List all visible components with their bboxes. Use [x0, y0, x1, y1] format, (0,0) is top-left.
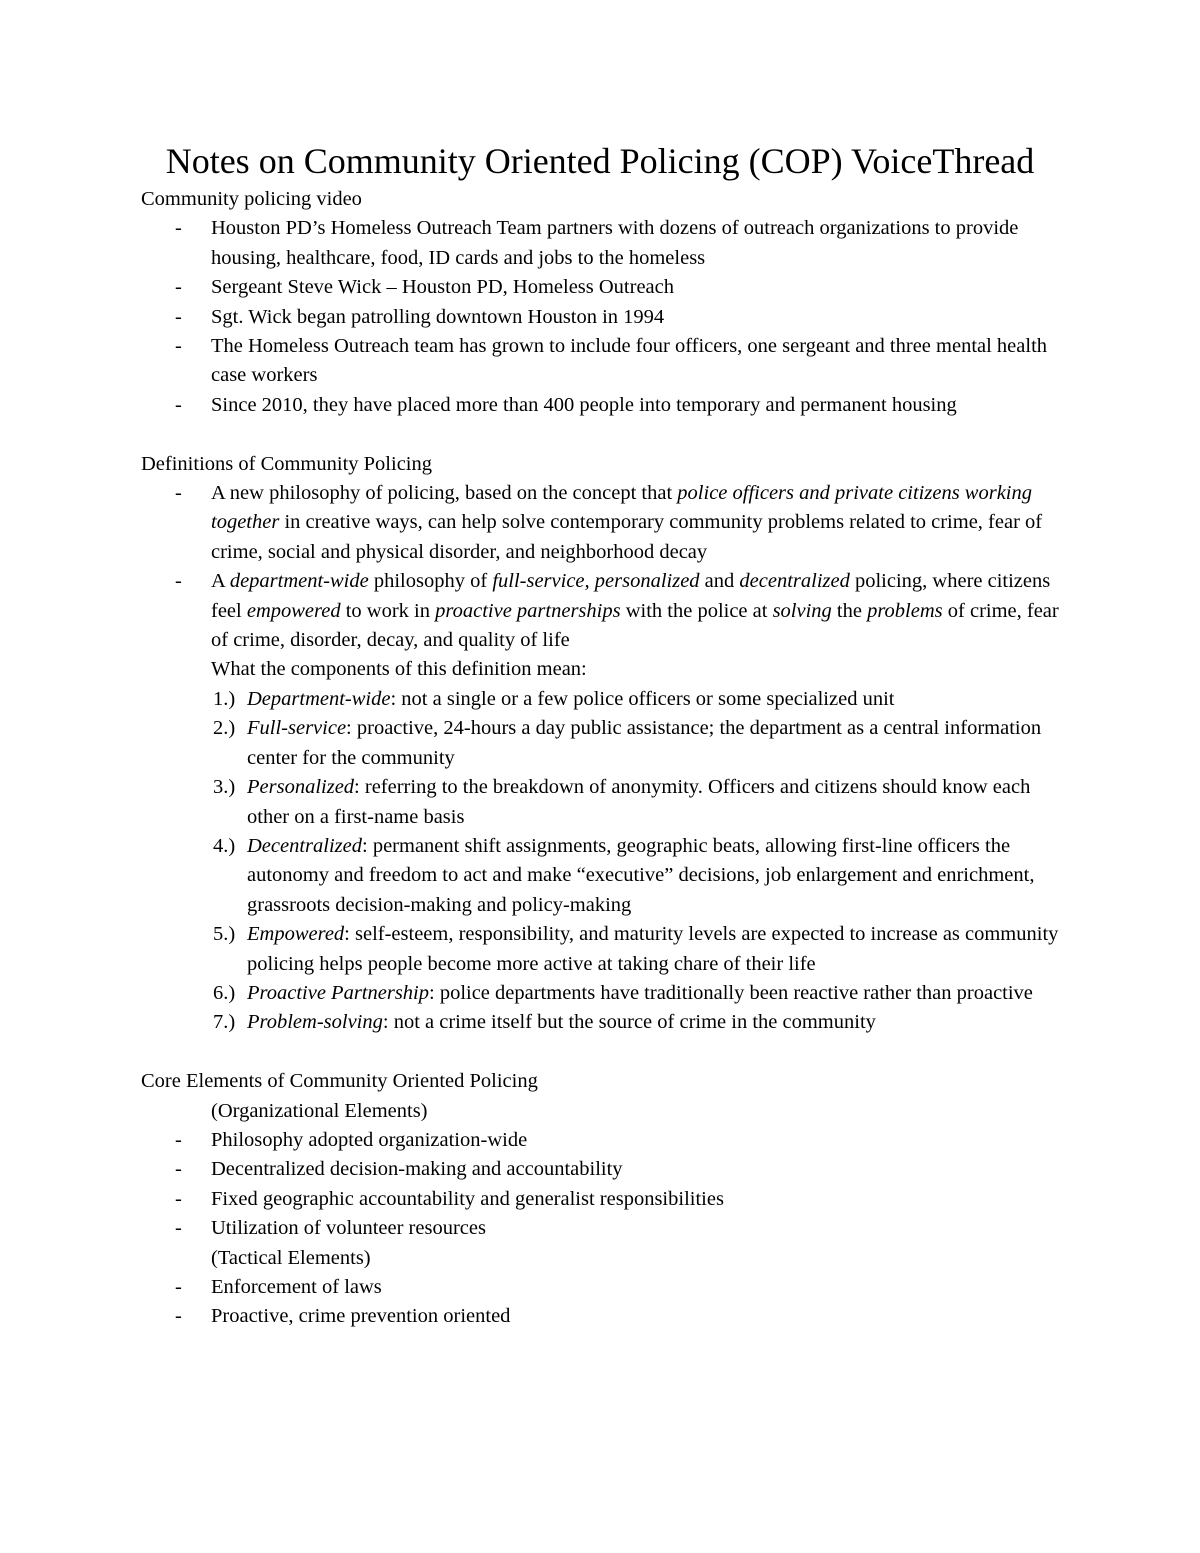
dash-bullet: - — [175, 1276, 182, 1298]
definition-item — [141, 479, 1071, 567]
component-item — [141, 979, 1071, 1008]
text-run: A — [211, 570, 230, 593]
text-run: with the police at — [620, 599, 773, 622]
text-run: and — [699, 570, 740, 593]
item-number: 4.) — [213, 834, 236, 857]
dash-bullet: - — [175, 276, 182, 299]
definition-text — [211, 482, 1042, 563]
emphasis-text: department-wide — [229, 570, 369, 593]
component-text: : proactive, 24-hours a day public assistance; the department as a central information center for the community — [247, 717, 1042, 769]
emphasis-text: police officers and private citizens working together — [211, 482, 1033, 534]
tactical-elements-list — [141, 1273, 1071, 1332]
components-intro: What the components of this definition mean: — [211, 658, 587, 681]
component-item — [141, 920, 1071, 979]
emphasis-text: empowered — [246, 599, 341, 622]
dash-bullet: - — [175, 1128, 182, 1151]
dash-bullet: - — [175, 217, 182, 240]
emphasis-text: solving — [772, 599, 832, 622]
section-spacer — [141, 1038, 1071, 1067]
component-text: : referring to the breakdown of anonymity. Officers and citizens should know each other on a first-name basis — [247, 776, 1031, 828]
list-item — [141, 1273, 1071, 1302]
video-notes-list — [141, 214, 1071, 420]
section-spacer — [141, 420, 1071, 449]
item-number: 5.) — [213, 923, 236, 946]
dash-bullet: - — [175, 305, 182, 328]
text-run: the — [831, 599, 868, 622]
dash-bullet: - — [175, 1217, 182, 1240]
emphasis-text: full-service, personalized — [492, 570, 700, 593]
text-run: philosophy of — [368, 570, 493, 593]
component-term: Decentralized — [247, 834, 362, 857]
component-term: Personalized — [247, 776, 355, 799]
dash-bullet: - — [175, 570, 182, 593]
dash-bullet: - — [175, 1158, 182, 1181]
dash-bullet: - — [175, 482, 182, 505]
page-title: Notes on Community Oriented Policing (COP) VoiceThread — [165, 141, 1035, 181]
list-item-text: Fixed geographic accountability and generalist responsibilities — [211, 1187, 724, 1210]
emphasis-text: problems — [867, 599, 943, 622]
component-item — [141, 773, 1071, 832]
list-item-text: Sergeant Steve Wick – Houston PD, Homeless Outreach — [211, 276, 675, 299]
list-item — [141, 332, 1071, 391]
document-body — [141, 185, 1071, 1332]
item-number: 2.) — [213, 717, 236, 740]
item-number: 6.) — [213, 981, 236, 1004]
list-item-text: Enforcement of laws — [211, 1276, 382, 1298]
list-item — [141, 391, 1071, 420]
component-item — [141, 1008, 1071, 1037]
component-term: Problem-solving — [247, 1011, 383, 1034]
list-item-text: Sgt. Wick began patrolling downtown Houston in 1994 — [211, 305, 665, 328]
list-item-text: Decentralized decision-making and accountability — [211, 1158, 623, 1181]
list-item-text: Philosophy adopted organization-wide — [211, 1128, 528, 1151]
dash-bullet: - — [175, 335, 182, 358]
component-item — [141, 714, 1071, 773]
component-item — [141, 685, 1071, 714]
dash-bullet: - — [175, 1305, 182, 1328]
component-item — [141, 832, 1071, 920]
list-item — [141, 1155, 1071, 1184]
dash-bullet: - — [175, 393, 182, 416]
definition-item — [141, 567, 1071, 685]
components-list — [141, 685, 1071, 1038]
item-number: 3.) — [213, 776, 236, 799]
text-run: A new philosophy of policing, based on the concept that — [211, 482, 678, 505]
component-text: : self-esteem, responsibility, and maturity levels are expected to increase as community policing helps people become more active at taking chare of their life — [247, 923, 1059, 975]
component-text: : not a crime itself but the source of crime in the community — [382, 1011, 876, 1034]
tactical-elements-label: (Tactical Elements) — [211, 1246, 371, 1269]
component-term: Department-wide — [247, 687, 391, 710]
list-item — [141, 303, 1071, 332]
component-text: : permanent shift assignments, geographic beats, allowing first-line officers the autonomy and freedom to act and make “executive” decisions, job enlargement and enrichment, grassroots decision-making and policy-making — [247, 834, 1035, 916]
component-term: Proactive Partnership — [247, 981, 429, 1004]
emphasis-text: decentralized — [739, 570, 850, 593]
section-heading-community-policing-video: Community policing video — [141, 188, 362, 210]
section-heading-definitions: Definitions of Community Policing — [141, 452, 432, 475]
emphasis-text: proactive partnerships — [435, 599, 621, 622]
organizational-elements-label: (Organizational Elements) — [211, 1099, 428, 1122]
list-item — [141, 1214, 1071, 1243]
list-item-text: Utilization of volunteer resources — [211, 1217, 486, 1240]
definitions-list — [141, 479, 1071, 685]
text-run: in creative ways, can help solve contemporary community problems related to crime, fear of crime, social and physical disorder, and neighborhood decay — [211, 511, 1043, 563]
item-number: 1.) — [213, 687, 236, 710]
organizational-elements-list — [141, 1126, 1071, 1244]
definition-text — [211, 570, 1059, 651]
component-text: : police departments have traditionally been reactive rather than proactive — [429, 981, 1033, 1004]
item-number: 7.) — [213, 1011, 236, 1034]
list-item — [141, 1185, 1071, 1214]
list-item-text: The Homeless Outreach team has grown to include four officers, one sergeant and three mental health case workers — [211, 335, 1048, 387]
text-run: to work in — [340, 599, 436, 622]
list-item-text: Since 2010, they have placed more than 400 people into temporary and permanent housing — [211, 393, 957, 416]
section-heading-core-elements: Core Elements of Community Oriented Policing — [141, 1070, 538, 1093]
component-term: Full-service — [247, 717, 347, 740]
text-run: of crime, fear of crime, disorder, decay, and quality of life — [211, 599, 1059, 652]
dash-bullet: - — [175, 1187, 182, 1210]
list-item — [141, 214, 1071, 273]
list-item — [141, 1302, 1071, 1331]
component-term: Empowered — [247, 923, 345, 946]
list-item — [141, 273, 1071, 302]
component-text: : not a single or a few police officers or some specialized unit — [390, 687, 895, 710]
text-run: policing, where citizens feel — [211, 570, 1051, 622]
list-item-text: Proactive, crime prevention oriented — [211, 1305, 511, 1328]
list-item-text: Houston PD’s Homeless Outreach Team partners with dozens of outreach organizations to provide housing, healthcare, food, ID cards and jobs to the homeless — [211, 217, 1019, 269]
list-item — [141, 1126, 1071, 1155]
